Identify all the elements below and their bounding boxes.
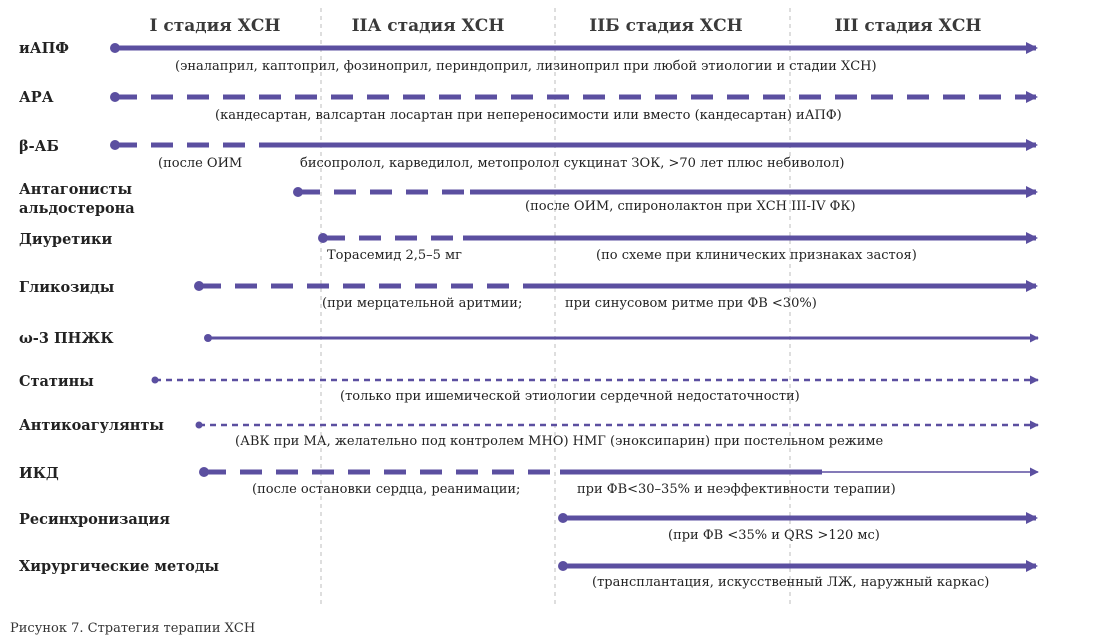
- note-arb: (кандесартан, валсартан лосартан при непереносимости или вместо (кандесартан) иАПФ): [215, 108, 842, 123]
- figure-caption: Рисунок 7. Стратегия терапии ХСН: [10, 621, 256, 636]
- note-beta-blockers-1: (после ОИМ: [158, 156, 243, 171]
- row-label-beta-blockers: β-АБ: [19, 138, 59, 155]
- row-label-arb: АРА: [19, 89, 54, 106]
- note-glycosides-1: (при мерцательной аритмии;: [322, 296, 523, 311]
- note-surgery: (трансплантация, искусственный ЛЖ, наружный каркас): [592, 575, 990, 590]
- row-label-icd: ИКД: [19, 465, 59, 482]
- stage-header-2: IIА стадия ХСН: [351, 16, 505, 36]
- note-diuretics-2: (по схеме при клинических признаках застоя): [596, 248, 917, 263]
- stage-header-1: I стадия ХСН: [149, 16, 281, 36]
- row-label-acei: иАПФ: [19, 40, 70, 57]
- row-label-aldosterone-antagonists-1: Антагонисты: [19, 181, 133, 198]
- note-diuretics-1: Торасемид 2,5–5 мг: [327, 248, 462, 263]
- row-label-aldosterone-antagonists-2: альдостерона: [19, 200, 135, 217]
- note-icd-2: при ФВ<30–35% и неэффективности терапии): [577, 482, 896, 497]
- row-label-diuretics: Диуретики: [19, 231, 113, 248]
- note-aldosterone-antagonists: (после ОИМ, спиронолактон при ХСН III-IV ФК): [525, 199, 856, 214]
- row-label-omega3: ω-3 ПНЖК: [19, 330, 114, 347]
- note-statins: (только при ишемической этиологии сердечной недостаточности): [340, 389, 800, 404]
- row-label-glycosides: Гликозиды: [19, 279, 115, 296]
- row-label-statins: Статины: [19, 373, 94, 390]
- note-beta-blockers-2: бисопролол, карведилол, метопролол сукцинат ЗОК, >70 лет плюс небиволол): [300, 156, 845, 171]
- row-label-surgery: Хирургические методы: [19, 558, 220, 575]
- row-label-resynchronization: Ресинхронизация: [19, 511, 170, 528]
- note-icd-1: (после остановки сердца, реанимации;: [252, 482, 521, 497]
- stage-header-4: III стадия ХСН: [834, 16, 982, 36]
- row-label-anticoagulants: Антикоагулянты: [19, 417, 164, 434]
- note-acei: (эналаприл, каптоприл, фозиноприл, периндоприл, лизиноприл при любой этиологии и стадии ХСН): [175, 59, 877, 74]
- note-resynchronization: (при ФВ <35% и QRS >120 мс): [668, 528, 880, 543]
- stage-header-3: IIБ стадия ХСН: [589, 16, 743, 36]
- note-anticoagulants: (АВК при МА, желательно под контролем МНО) НМГ (эноксипарин) при постельном режиме: [235, 434, 884, 449]
- note-glycosides-2: при синусовом ритме при ФВ <30%): [565, 296, 817, 311]
